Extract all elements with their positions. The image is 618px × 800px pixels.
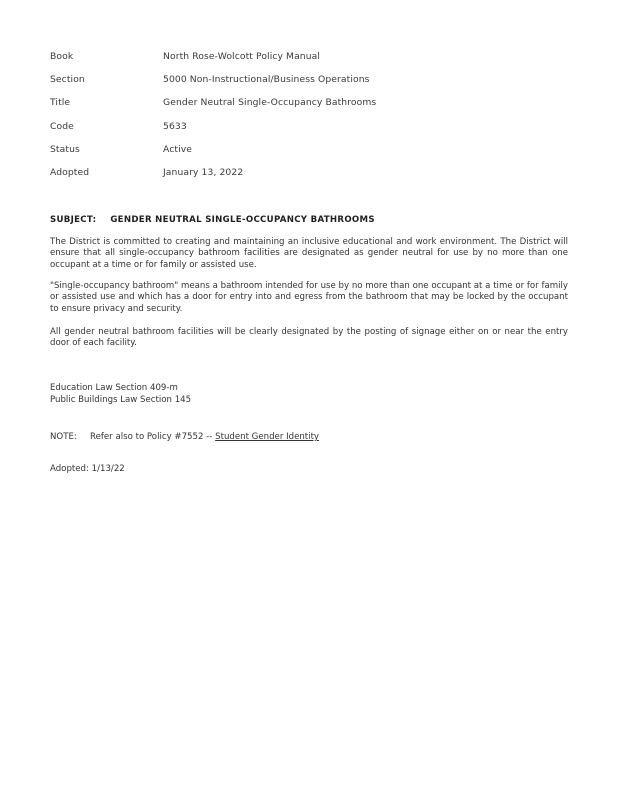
- policy-paragraph: The District is committed to creating and maintaining an inclusive educational and work environment. The District will ensure that all single-occupancy bathroom facilities are designated as gender neutral for use by no more than one occupant at a time or for family or assisted use.: [50, 237, 568, 270]
- meta-row-code: [50, 121, 530, 144]
- meta-key: Book: [50, 51, 74, 62]
- cross-reference-note: [50, 432, 319, 442]
- meta-value: 5633: [163, 120, 187, 132]
- note-label: NOTE:: [50, 432, 77, 442]
- meta-row-section: [50, 74, 530, 97]
- meta-key: Status: [50, 143, 80, 155]
- meta-key: Section: [50, 74, 85, 86]
- subject-title: GENDER NEUTRAL SINGLE-OCCUPANCY BATHROOMS: [110, 215, 375, 225]
- meta-value: Gender Neutral Single-Occupancy Bathrooms: [163, 97, 377, 109]
- meta-row-title: [50, 97, 530, 120]
- note-text: Refer also to Policy #7552 --: [90, 432, 216, 442]
- meta-value: North Rose-Wolcott Policy Manual: [163, 51, 321, 62]
- subject-label: SUBJECT:: [50, 215, 97, 225]
- legal-reference: Education Law Section 409-m: [50, 383, 178, 393]
- meta-value: 5000 Non-Instructional/Business Operations: [163, 74, 370, 86]
- legal-reference: Public Buildings Law Section 145: [50, 395, 192, 405]
- policy-paragraph: All gender neutral bathroom facilities will be clearly designated by the posting of signage either on or near the entry door of each facility.: [50, 327, 568, 349]
- subject-heading: [50, 215, 375, 225]
- adopted-footer: Adopted: 1/13/22: [50, 464, 125, 474]
- meta-key: Adopted: [50, 166, 90, 178]
- meta-row-adopted: [50, 167, 530, 190]
- meta-key: Title: [50, 97, 71, 109]
- policy-paragraph: "Single-occupancy bathroom" means a bathroom intended for use by no more than one occupant at a time or for family or assisted use and which has a door for entry into and egress from the bathroom that may be locked by the occupant to ensure privacy and security.: [50, 281, 568, 314]
- policy-metadata-table: [50, 51, 530, 190]
- meta-value: Active: [163, 143, 193, 155]
- meta-row-status: [50, 144, 530, 167]
- meta-value: January 13, 2022: [163, 166, 244, 178]
- student-gender-identity-link[interactable]: Student Gender Identity: [215, 432, 320, 442]
- meta-row-book: [50, 51, 530, 74]
- meta-key: Code: [50, 120, 74, 132]
